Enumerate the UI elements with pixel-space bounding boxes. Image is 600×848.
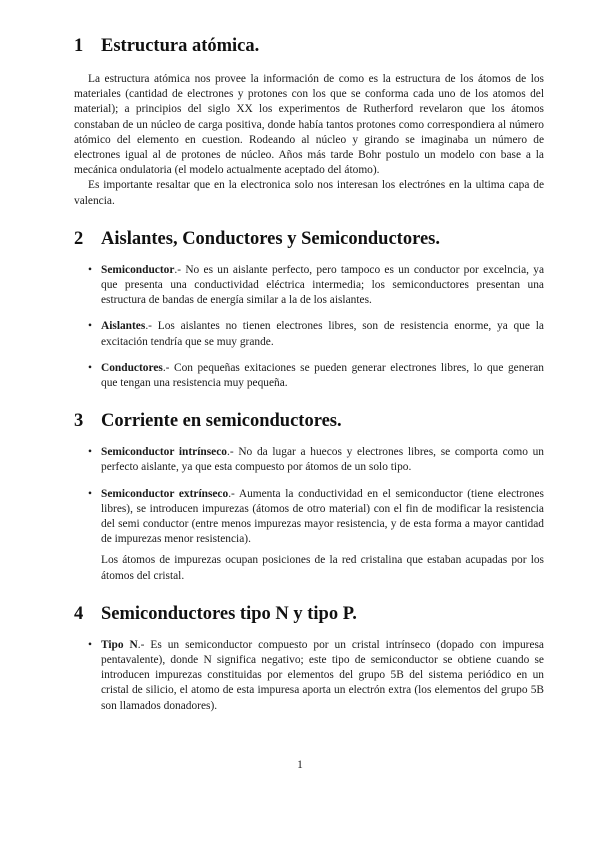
term: Semiconductor intrínseco [101,446,227,459]
section-title: Estructura atómica. [101,36,260,56]
section-number: 1 [74,36,84,56]
section-title: Semiconductores tipo N y tipo P. [101,603,357,624]
definition: .- Aumenta la conductividad en el semiconductor (tiene electrones libres), se introducen impurezas (átomos de otro material) con el fin de modificar la resistencia del semi conductor (entre menos impurezas mayor resistencia, y de esta forma a mayor cantidad de impurezas menor resistencia). [101,487,544,546]
list-item [74,319,544,349]
section-title: Aislantes, Conductores y Semiconductores. [101,228,440,249]
bullet-icon: • [88,320,92,333]
definition: .- No es un aislante perfecto, pero tampoco es un conductor por excelncia, ya que presenta una conductividad eléctrica intermedia; los semiconductores presentan una estructura de bandas de energía similar a la de los aislantes. [101,263,544,307]
definition: .- Es un semiconductor compuesto por un cristal intrínseco (dopado con impuresa pentavalente), donde N significa negativo; este tipo de semiconductor se obtiene cuando se introducen impurezas constituidas por elementos del grupo 5B del sistema periódico en un cristal de silicio, el atomo de esta impuresa aporta un electrón extra (los elementos del grupo 5B son llamados donadores). [101,638,544,712]
section-heading-2 [74,229,544,250]
term: Conductores [101,361,163,374]
section-body-1 [74,72,544,209]
term: Semiconductor extrínseco [101,487,229,500]
definition: .- No da lugar a huecos y electrones libres, se comporta como un perfecto aislante, ya que esta compuesto por átomos de un solo tipo. [101,446,544,474]
bullet-icon: • [88,361,92,374]
bullet-icon: • [88,638,92,651]
list-item [74,361,544,391]
bullet-list [74,263,544,391]
bullet-list [74,638,544,714]
paragraph: La estructura atómica nos provee la información de como es la estructura de los átomos de los materiales (cantidad de electrones y protones con los que se conforma cada uno de los atomos del material); a principios del siglo XX los experimentos de Rutherford revelaron que los átomos constaban de un núcleo de carga positiva, donde había tantos protones como correspondiera al número atómico del elemento en cuestion. Rodeando al núcleo y girando se imaginaba un número de electrones igual al de protones de núcleo. Años más tarde Bohr postulo un modelo con base a la mecánica ondulatoria (el modelo actualmente aceptado del átomo). [74,73,544,177]
definition: .- Los aislantes no tienen electrones libres, son de resistencia enorme, ya que la excitación tendría que se muy grande. [101,320,544,348]
section-number: 4 [74,603,84,624]
section-title: Corriente en semiconductores. [101,411,342,432]
document-page [74,36,544,714]
section-number: 2 [74,228,84,249]
paragraph: Es importante resaltar que en la electronica solo nos interesan los electrónes en la ultima capa de valencia. [74,179,544,207]
term: Aislantes [101,320,146,333]
list-item [74,445,544,475]
section-heading-4 [74,604,544,625]
page-number: 1 [297,759,303,771]
list-item [74,638,544,714]
bullet-icon: • [88,487,92,500]
term: Tipo N [101,638,138,651]
bullet-icon: • [88,446,92,459]
list-continuation-paragraph: Los átomos de impurezas ocupan posiciones de la red cristalina que estaban acupadas por los átomos del cristal. [101,554,544,582]
bullet-icon: • [88,263,92,276]
section-number: 3 [74,411,84,432]
list-item [74,487,544,548]
section-heading-1 [74,36,544,57]
section-heading-3 [74,411,544,432]
term: Semiconductor [101,263,175,276]
definition: .- Con pequeñas exitaciones se pueden generar electrones libres, lo que generan que tengan una resistencia muy pequeña. [101,361,544,390]
list-item [74,263,544,309]
bullet-list [74,445,544,547]
